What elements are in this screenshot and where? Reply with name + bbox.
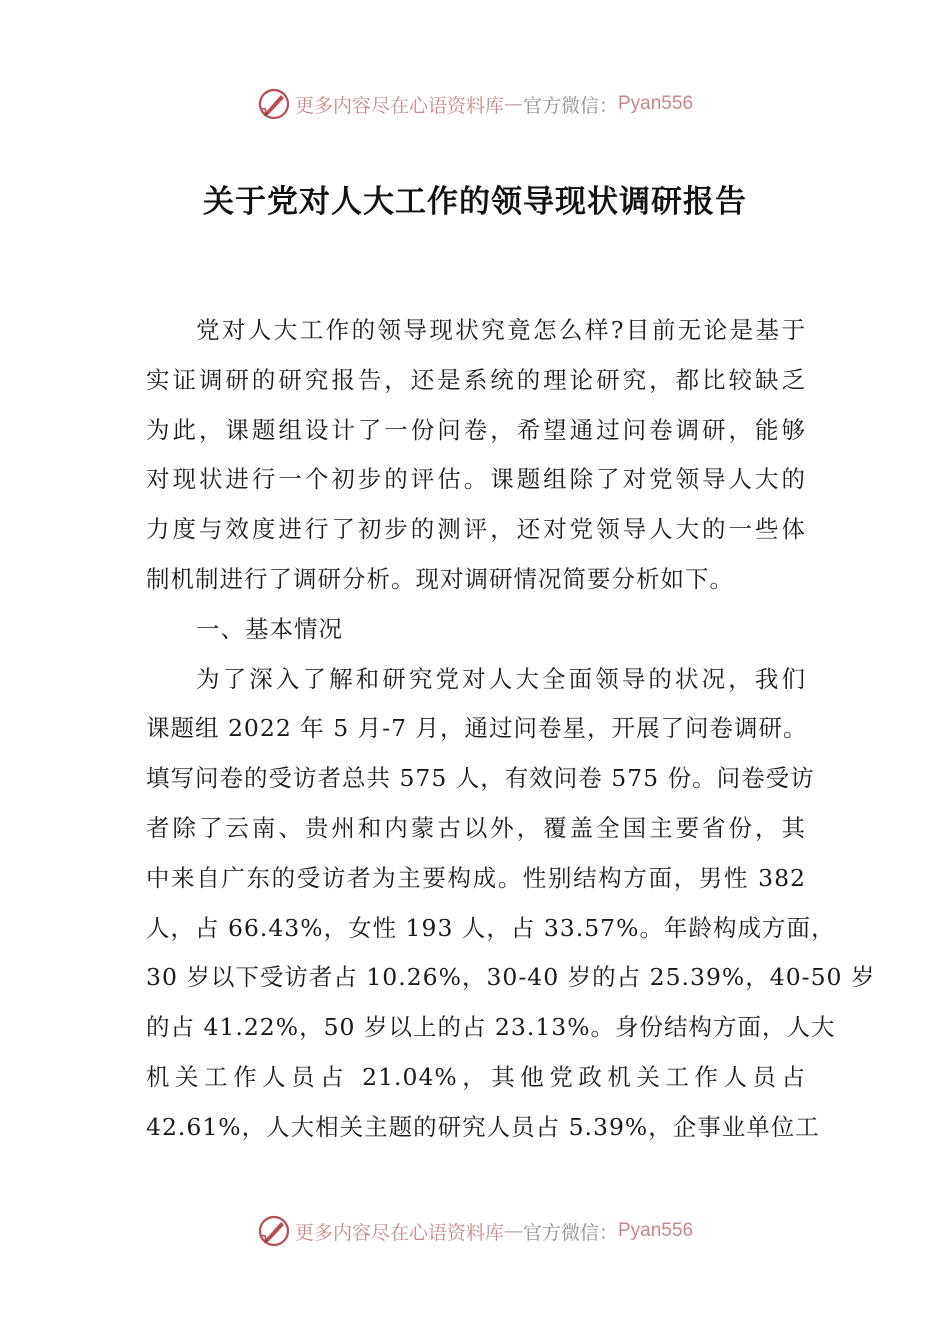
watermark-id: Pyan556 (618, 1220, 694, 1241)
watermark-text: 更多内容尽在心语资料库 (294, 94, 504, 117)
section-heading: 一、基本情况 (196, 614, 343, 643)
watermark-id: Pyan556 (618, 93, 694, 114)
quill-pen-icon (257, 87, 291, 121)
quill-pen-icon (257, 1214, 291, 1248)
watermark-separator: — (503, 1220, 523, 1242)
body-line: 中来自广东的受访者为主要构成。性别结构方面，男性 382 (146, 863, 806, 892)
body-line: 为此，课题组设计了一份问卷，希望通过问卷调研，能够 (146, 415, 806, 444)
body-line: 30 岁以下受访者占 10.26%，30-40 岁的占 25.39%，40-50 岁 (146, 963, 876, 992)
body-line: 力度与效度进行了初步的测评，还对党领导人大的一些体 (146, 515, 806, 544)
watermark-label: 官方微信： (522, 94, 618, 117)
watermark-separator: — (503, 93, 523, 115)
watermark-text: 更多内容尽在心语资料库 (294, 1221, 504, 1244)
body-line: 的占 41.22%，50 岁以上的占 23.13%。身份结构方面，人大 (146, 1013, 836, 1042)
body-line: 为了深入了解和研究党对人大全面领导的状况，我们 (196, 664, 806, 693)
body-line: 实证调研的研究报告，还是系统的理论研究，都比较缺乏 (146, 365, 806, 394)
document-title: 关于党对人大工作的领导现状调研报告 (203, 184, 747, 220)
body-line: 者除了云南、贵州和内蒙古以外，覆盖全国主要省份，其 (146, 813, 806, 842)
watermark-footer (0, 1211, 950, 1251)
body-line: 制机制进行了调研分析。现对调研情况简要分析如下。 (146, 564, 734, 593)
body-line: 对现状进行一个初步的评估。课题组除了对党领导人大的 (146, 465, 806, 494)
body-line: 人，占 66.43%，女性 193 人，占 33.57%。年龄构成方面， (146, 913, 836, 942)
body-line: 课题组 2022 年 5 月-7 月，通过问卷星，开展了问卷调研。 (146, 714, 808, 743)
body-line: 机关工作人员占 21.04%，其他党政机关工作人员占 (146, 1062, 806, 1091)
watermark-label: 官方微信： (522, 1221, 618, 1244)
body-line: 42.61%，人大相关主题的研究人员占 5.39%，企事业单位工 (146, 1112, 820, 1141)
watermark-header (0, 84, 950, 124)
body-line: 填写问卷的受访者总共 575 人，有效问卷 575 份。问卷受访 (146, 764, 815, 793)
body-line: 党对人大工作的领导现状究竟怎么样?目前无论是基于 (196, 316, 806, 344)
document-body (146, 306, 876, 1153)
